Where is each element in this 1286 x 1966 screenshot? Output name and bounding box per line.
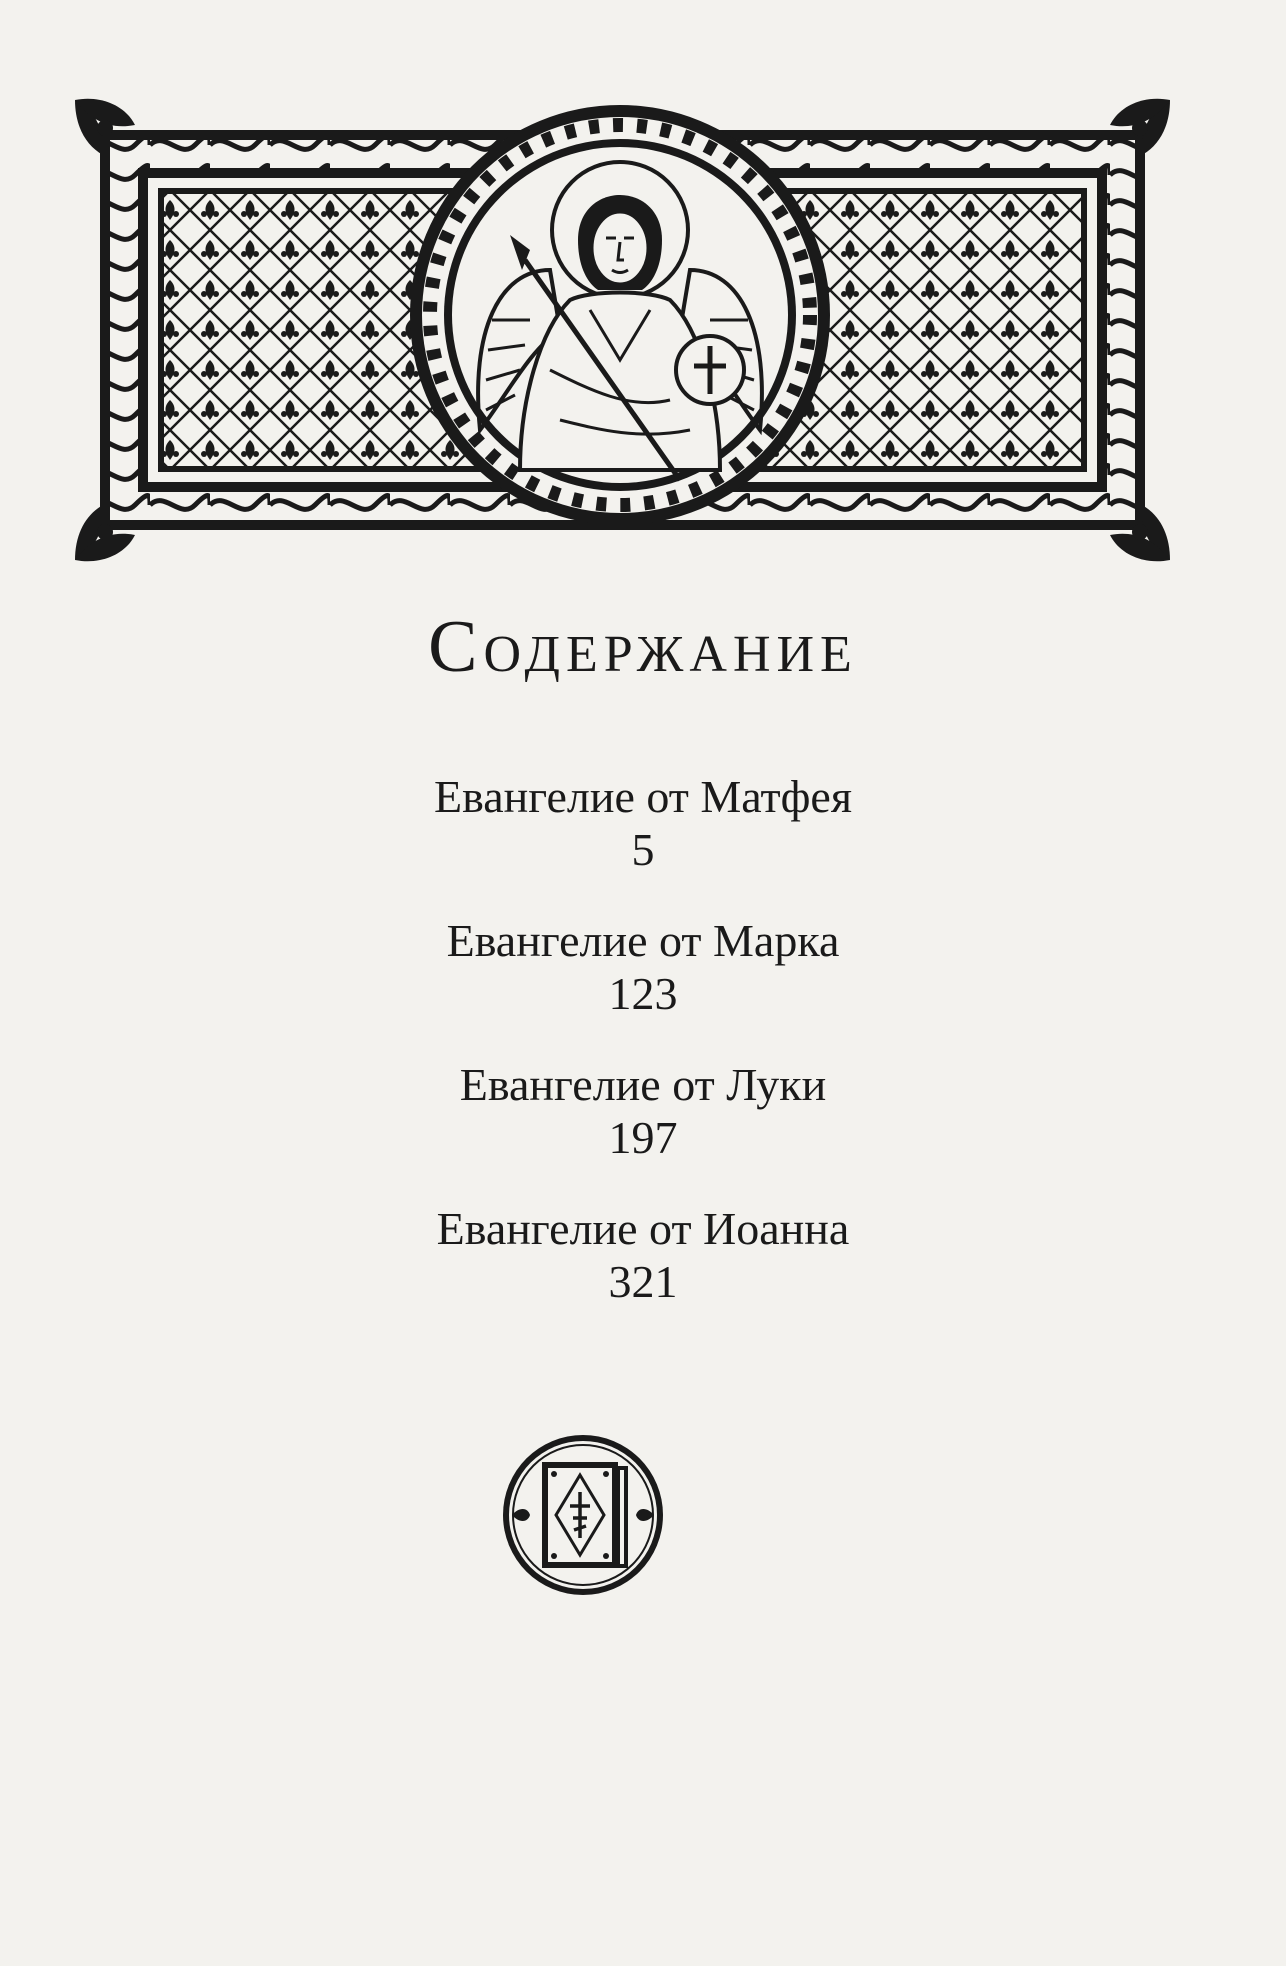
toc-entry-luke[interactable] (0, 1058, 1286, 1164)
toc-entry-matthew[interactable] (0, 770, 1286, 876)
toc-entry-mark[interactable] (0, 914, 1286, 1020)
toc-entry-title: Евангелие от Матфея (433, 771, 853, 822)
page-title: Содержание (428, 606, 858, 688)
toc-entry-title: Евангелие от Луки (459, 1059, 827, 1110)
table-of-contents (0, 770, 1286, 1346)
angel-medallion-icon (30, 70, 1210, 590)
toc-entry-page: 321 (608, 1256, 678, 1307)
toc-entry-john[interactable] (0, 1202, 1286, 1308)
gospel-book-icon (498, 1430, 668, 1600)
toc-entry-title: Евангелие от Иоанна (436, 1203, 850, 1254)
toc-entry-page: 5 (631, 824, 655, 875)
toc-entry-page: 197 (608, 1112, 678, 1163)
toc-entry-title: Евангелие от Марка (446, 915, 840, 966)
toc-entry-page: 123 (608, 968, 678, 1019)
